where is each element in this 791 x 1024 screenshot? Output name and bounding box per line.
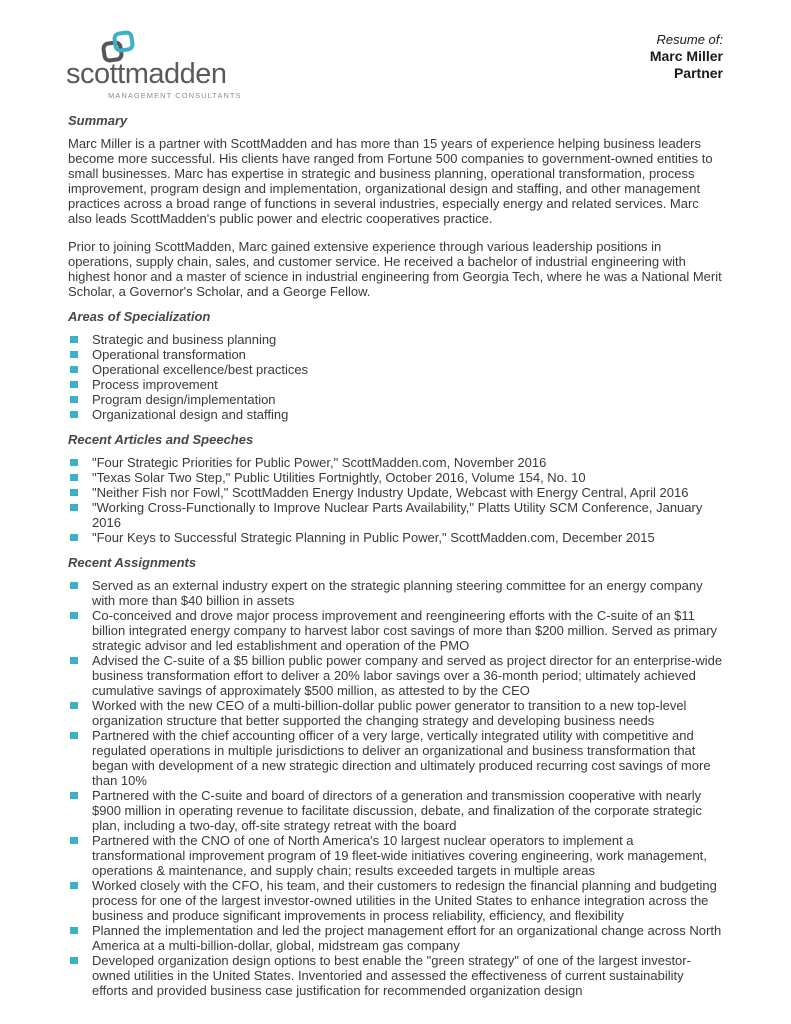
list-item-text: Planned the implementation and led the project management effort for an organizational change across North America at a multi-billion-dollar, global, midstream gas company — [92, 923, 722, 953]
logo-teal-square-icon — [112, 30, 136, 54]
resume-header-block — [650, 31, 723, 82]
list-item-text: "Working Cross-Functionally to Improve Nuclear Parts Availability," Platts Utility SCM Conference, January 2016 — [92, 500, 703, 530]
list-item-text: Process improvement — [92, 377, 218, 392]
list-item — [68, 698, 723, 728]
square-bullet-icon — [70, 534, 78, 542]
list-item-text: Operational excellence/best practices — [92, 362, 309, 377]
list-item-text: Advised the C-suite of a $5 billion public power company and served as project director for an enterprise-wide business transformation effort to deliver a 20% labor savings over a 36-month period; ultimately achieved cumulative savings of approximately $500 million, as attested to by the CEO — [92, 653, 723, 698]
list-item-text: "Texas Solar Two Step," Public Utilities Fortnightly, October 2016, Volume 154, No. 10 — [92, 470, 586, 485]
list-item — [68, 923, 723, 953]
square-bullet-icon — [70, 582, 78, 590]
list-item-text: Strategic and business planning — [92, 332, 277, 347]
square-bullet-icon — [70, 336, 78, 344]
list-item — [68, 500, 723, 530]
list-item — [68, 653, 723, 698]
summary-paragraph-2: Prior to joining ScottMadden, Marc gained extensive experience through various leadership positions in operations, supply chain, sales, and customer service. He received a bachelor of industrial engineering with highest honor and a master of science in industrial engineering from Georgia Tech, where he was a National Merit Scholar, a Governor's Scholar, and a George Fellow. — [68, 239, 722, 299]
page-header — [0, 0, 791, 104]
list-item — [68, 362, 723, 377]
list-item-text: Co-conceived and drove major process improvement and reengineering efforts with the C-suite of an $11 billion integrated energy company to harvest labor cost savings of more than $200 million. Served as primary strategic advisor and led establishment and operation of the PMO — [92, 608, 718, 653]
resume-person-name: Marc Miller — [649, 48, 723, 64]
list-item-text: Partnered with the C-suite and board of directors of a generation and transmission cooperative with nearly $900 million in operating revenue to facilitate discussion, debate, and finalization of the corporate strategic plan, including a two-day, off-site strategy retreat with the board — [92, 788, 702, 833]
list-item — [68, 485, 723, 500]
logo-tagline: MANAGEMENT CONSULTANTS — [108, 91, 242, 100]
resume-of-label: Resume of: — [656, 32, 723, 47]
list-item-text: Operational transformation — [92, 347, 246, 362]
logo-wordmark: scottmadden — [66, 58, 227, 90]
list-item-text: "Four Keys to Successful Strategic Planning in Public Power," ScottMadden.com, December 2015 — [92, 530, 655, 545]
list-item-text: "Neither Fish nor Fowl," ScottMadden Energy Industry Update, Webcast with Energy Central, April 2016 — [92, 485, 689, 500]
square-bullet-icon — [70, 489, 78, 497]
list-item — [68, 530, 723, 545]
list-item — [68, 407, 723, 422]
list-item — [68, 728, 723, 788]
articles-list — [68, 455, 723, 545]
list-item-text: "Four Strategic Priorities for Public Power," ScottMadden.com, November 2016 — [92, 455, 547, 470]
summary-heading: Summary — [68, 113, 128, 128]
square-bullet-icon — [70, 837, 78, 845]
assignments-heading: Recent Assignments — [68, 555, 197, 570]
square-bullet-icon — [70, 381, 78, 389]
list-item-text: Developed organization design options to best enable the "green strategy" of one of the largest investor-owned utilities in the United States. Inventoried and assessed the effectiveness of current sustainability efforts and provided business case justification for recommended organization design — [92, 953, 691, 998]
articles-heading: Recent Articles and Speeches — [68, 432, 254, 447]
square-bullet-icon — [70, 732, 78, 740]
resume-person-title: Partner — [673, 65, 723, 81]
list-item — [68, 455, 723, 470]
square-bullet-icon — [70, 957, 78, 965]
square-bullet-icon — [70, 366, 78, 374]
square-bullet-icon — [70, 882, 78, 890]
list-item — [68, 878, 723, 923]
list-item — [68, 470, 723, 485]
scottmadden-logo — [0, 0, 280, 104]
list-item — [68, 347, 723, 362]
list-item-text: Organizational design and staffing — [92, 407, 289, 422]
list-item — [68, 953, 723, 998]
list-item-text: Worked with the new CEO of a multi-billion-dollar public power generator to transition to a new top-level organization structure that better supported the changing strategy and developing business needs — [92, 698, 687, 728]
specialization-heading: Areas of Specialization — [68, 309, 211, 324]
square-bullet-icon — [70, 927, 78, 935]
list-item — [68, 578, 723, 608]
list-item — [68, 833, 723, 878]
square-bullet-icon — [70, 612, 78, 620]
list-item-text: Worked closely with the CFO, his team, and their customers to redesign the financial planning and budgeting process for one of the largest investor-owned utilities in the United States to enhance integration across the business and produce significant improvements in process reliability, efficiency, and flexibility — [92, 878, 717, 923]
assignments-list — [68, 578, 723, 998]
square-bullet-icon — [70, 657, 78, 665]
square-bullet-icon — [70, 504, 78, 512]
list-item-text: Partnered with the CNO of one of North America's 10 largest nuclear operators to implement a transformational improvement program of 19 fleet-wide initiatives covering engineering, work management, operations & maintenance, and supply chain; results exceeded targets in multiple areas — [92, 833, 707, 878]
square-bullet-icon — [70, 702, 78, 710]
square-bullet-icon — [70, 474, 78, 482]
resume-body — [68, 106, 723, 998]
list-item — [68, 392, 723, 407]
specialization-list — [68, 332, 723, 422]
square-bullet-icon — [70, 411, 78, 419]
square-bullet-icon — [70, 792, 78, 800]
square-bullet-icon — [70, 459, 78, 467]
square-bullet-icon — [70, 351, 78, 359]
list-item — [68, 332, 723, 347]
list-item-text: Partnered with the chief accounting officer of a very large, vertically integrated utility with competitive and regulated operations in multiple jurisdictions to deliver an organizational and business transformation that began with development of a new strategic direction and ultimately produced recurring cost savings of more than 10% — [92, 728, 711, 788]
list-item — [68, 377, 723, 392]
summary-paragraph-1: Marc Miller is a partner with ScottMadden and has more than 15 years of experience helping business leaders become more successful. His clients have ranged from Fortune 500 companies to government-owned entities to small businesses. Marc has expertise in strategic and business planning, operational transformation, process improvement, program design and implementation, organizational design and staffing, and other management practices across a broad range of functions in several industries, especially energy and related services. Marc also leads ScottMadden's public power and electric cooperatives practice. — [68, 136, 713, 226]
list-item-text: Served as an external industry expert on the strategic planning steering committee for an energy company with more than $40 billion in assets — [92, 578, 703, 608]
list-item — [68, 608, 723, 653]
list-item-text: Program design/implementation — [92, 392, 276, 407]
list-item — [68, 788, 723, 833]
square-bullet-icon — [70, 396, 78, 404]
